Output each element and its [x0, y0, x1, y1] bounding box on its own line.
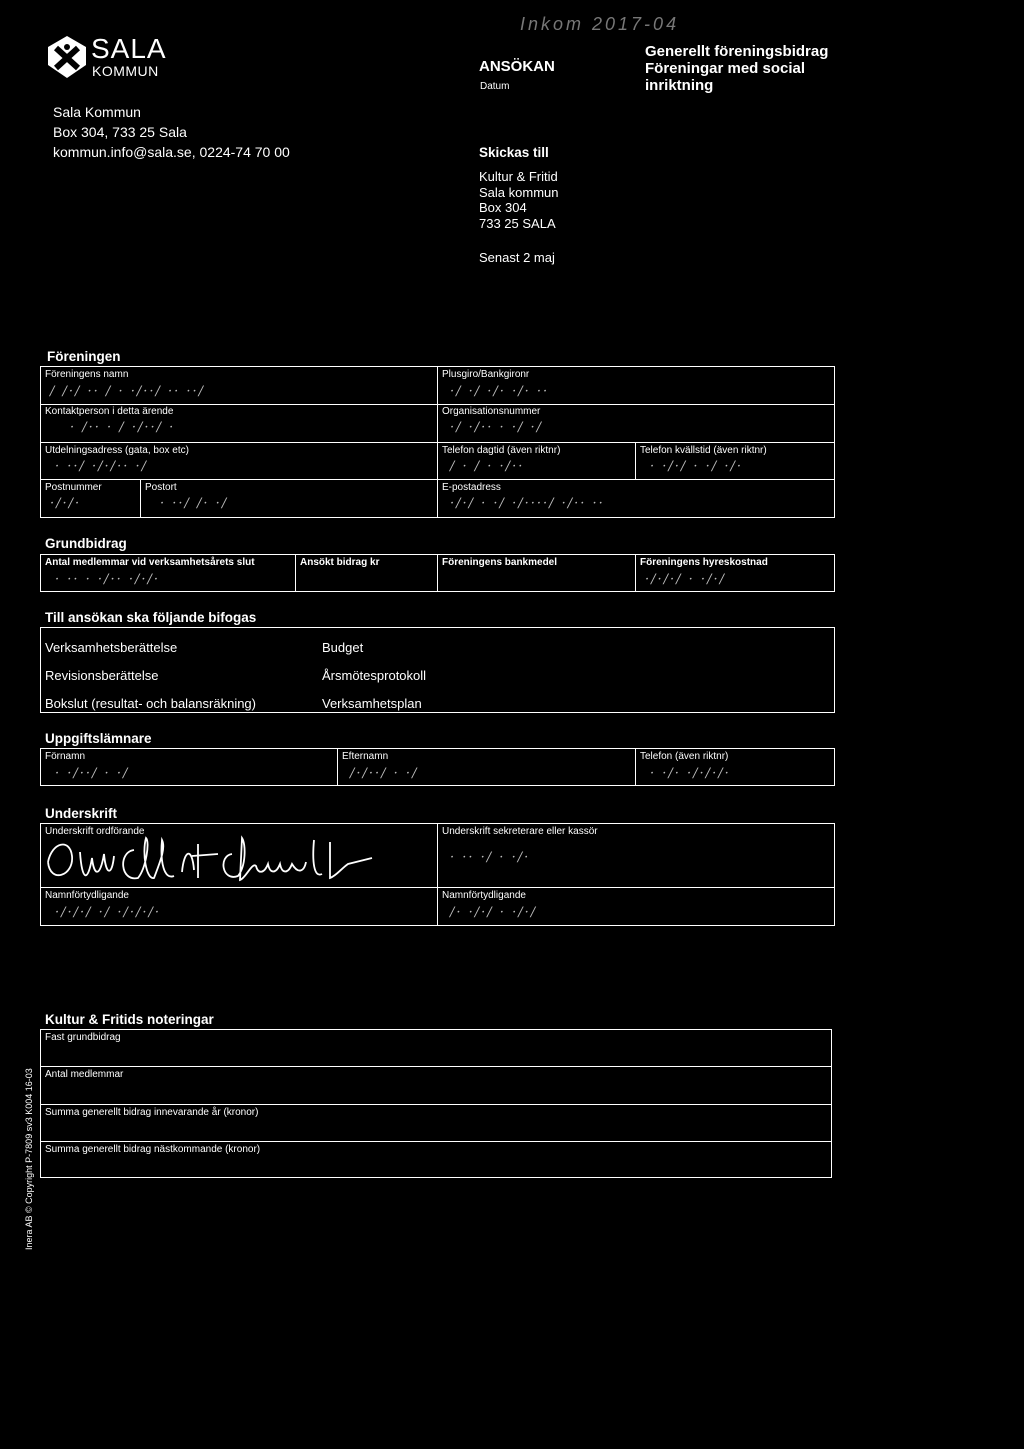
form-title-line-1: Generellt föreningsbidrag	[645, 43, 829, 60]
bankmedel-label: Föreningens bankmedel	[442, 557, 558, 568]
recipient-line-2: Sala kommun	[479, 184, 559, 200]
recipient-heading: Skickas till	[479, 145, 549, 160]
postort-label: Postort	[145, 482, 177, 493]
redacted-entry: ·/·/·	[50, 496, 82, 511]
sender-line-2: Box 304, 733 25 Sala	[53, 124, 187, 140]
received-stamp: Inkom 2017-04	[520, 14, 680, 34]
bifogas-item: Revisionsberättelse	[45, 668, 159, 683]
recipient-line-3: Box 304	[479, 200, 527, 215]
recipient-line-1: Kultur & Fritid	[479, 169, 558, 184]
form-title-line-3: inriktning	[645, 77, 714, 94]
redacted-entry: ·/ ·/ ·/· ·/· ··	[450, 384, 550, 399]
plusgiro-label: Plusgiro/Bankgironr	[442, 369, 530, 380]
noteringar-row-label: Antal medlemmar	[45, 1069, 124, 1080]
redacted-entry: · ·· · ·/·· ·/·/·	[55, 572, 160, 587]
deadline: Senast 2 maj	[479, 250, 555, 265]
organisationsnummer-label: Organisationsnummer	[442, 406, 541, 417]
foreningen-title: Föreningen	[47, 349, 121, 364]
ansokan-heading: ANSÖKAN	[479, 58, 555, 75]
noteringar-row-label: Summa generellt bidrag nästkommande (kronor)	[45, 1144, 261, 1155]
recipient-address	[479, 169, 558, 231]
telefon-dagtid-label: Telefon dagtid (även riktnr)	[442, 445, 561, 456]
foreningens-namn-label: Föreningens namn	[45, 369, 129, 380]
redacted-entry: · ·/· ·/·/·/·	[650, 766, 731, 781]
bifogas-item: Verksamhetsberättelse	[45, 640, 178, 655]
underskrift-sekreterare-label: Underskrift sekreterare eller kassör	[442, 826, 598, 837]
grundbidrag-title: Grundbidrag	[45, 536, 127, 551]
bifogas-item: Verksamhetsplan	[322, 696, 422, 711]
bifogas-title: Till ansökan ska följande bifogas	[45, 610, 257, 625]
utdelningsadress-label: Utdelningsadress (gata, box etc)	[45, 445, 189, 456]
ansokt-bidrag-label: Ansökt bidrag kr	[300, 557, 380, 568]
redacted-entry: · ·· ·/ · ·/·	[450, 850, 531, 865]
redacted-entry: · ·/·/ · ·/ ·/·	[650, 459, 743, 474]
redacted-entry: ·/·/·/ · ·/·/	[645, 572, 726, 587]
redacted-entry: /· ·/·/ · ·/·/	[450, 905, 538, 920]
redacted-entry: ·/ ·/·· · ·/ ·/	[450, 420, 543, 435]
epostadress-label: E-postadress	[442, 482, 501, 493]
fornamn-label: Förnamn	[45, 751, 86, 762]
redacted-entry: / · / · ·/··	[450, 459, 525, 474]
logo-emblem-icon	[47, 35, 87, 79]
recipient-line-4: 733 25 SALA	[479, 215, 556, 231]
redacted-entry: · ·/··/ · ·/	[55, 766, 130, 781]
telefon-kvallstid-label: Telefon kvällstid (även riktnr)	[640, 445, 767, 456]
noteringar-row-label: Fast grundbidrag	[45, 1032, 121, 1043]
hyreskostnad-label: Föreningens hyreskostnad	[640, 557, 768, 568]
sender-address	[53, 102, 290, 162]
redacted-entry: ·/·/·/ ·/ ·/·/·/·	[55, 905, 161, 920]
bifogas-item: Bokslut (resultat- och balansräkning)	[45, 696, 256, 711]
bifogas-item: Budget	[322, 640, 364, 655]
redacted-entry: · /·· · / ·/··/ ·	[70, 420, 176, 435]
namnfortydligande-2-label: Namnförtydligande	[442, 890, 526, 901]
underskrift-title: Underskrift	[45, 806, 118, 821]
telefon-label: Telefon (även riktnr)	[640, 751, 729, 762]
side-copyright: Inera AB © Copyright P-7809 sv3 K004 16-03	[24, 1068, 34, 1250]
redacted-entry: · ··/ /· ·/	[160, 496, 229, 511]
noteringar-row-label: Summa generellt bidrag innevarande år (kronor)	[45, 1107, 259, 1118]
logo-name: SALA	[91, 33, 167, 64]
uppgiftslamnare-title: Uppgiftslämnare	[45, 731, 152, 746]
redacted-entry: ·/·/ · ·/ ·/····/ ·/·· ··	[450, 496, 605, 511]
logo-sub: KOMMUN	[92, 63, 159, 79]
redacted-entry: · ··/ ·/·/·· ·/	[55, 459, 148, 474]
antal-medlemmar-label: Antal medlemmar vid verksamhetsårets slut	[45, 557, 255, 568]
kontaktperson-label: Kontaktperson i detta ärende	[45, 406, 174, 417]
form-title	[645, 43, 828, 94]
redacted-entry: /·/··/ · ·/	[350, 766, 419, 781]
bifogas-item: Årsmötesprotokoll	[322, 668, 427, 683]
signature-ordforande	[42, 832, 382, 890]
sender-line-1: Sala Kommun	[53, 104, 141, 120]
noteringar-title: Kultur & Fritids noteringar	[45, 1012, 214, 1027]
sender-line-3: kommun.info@sala.se, 0224-74 70 00	[53, 144, 290, 160]
datum-label: Datum	[480, 81, 510, 92]
underskrift-ordforande-label: Underskrift ordförande	[45, 826, 145, 837]
postnummer-label: Postnummer	[45, 482, 102, 493]
efternamn-label: Efternamn	[342, 751, 389, 762]
logo	[47, 33, 177, 83]
form-title-line-2: Föreningar med social	[645, 60, 806, 77]
redacted-entry: / /·/ ·· / · ·/··/ ·· ··/	[50, 384, 206, 399]
namnfortydligande-1-label: Namnförtydligande	[45, 890, 129, 901]
